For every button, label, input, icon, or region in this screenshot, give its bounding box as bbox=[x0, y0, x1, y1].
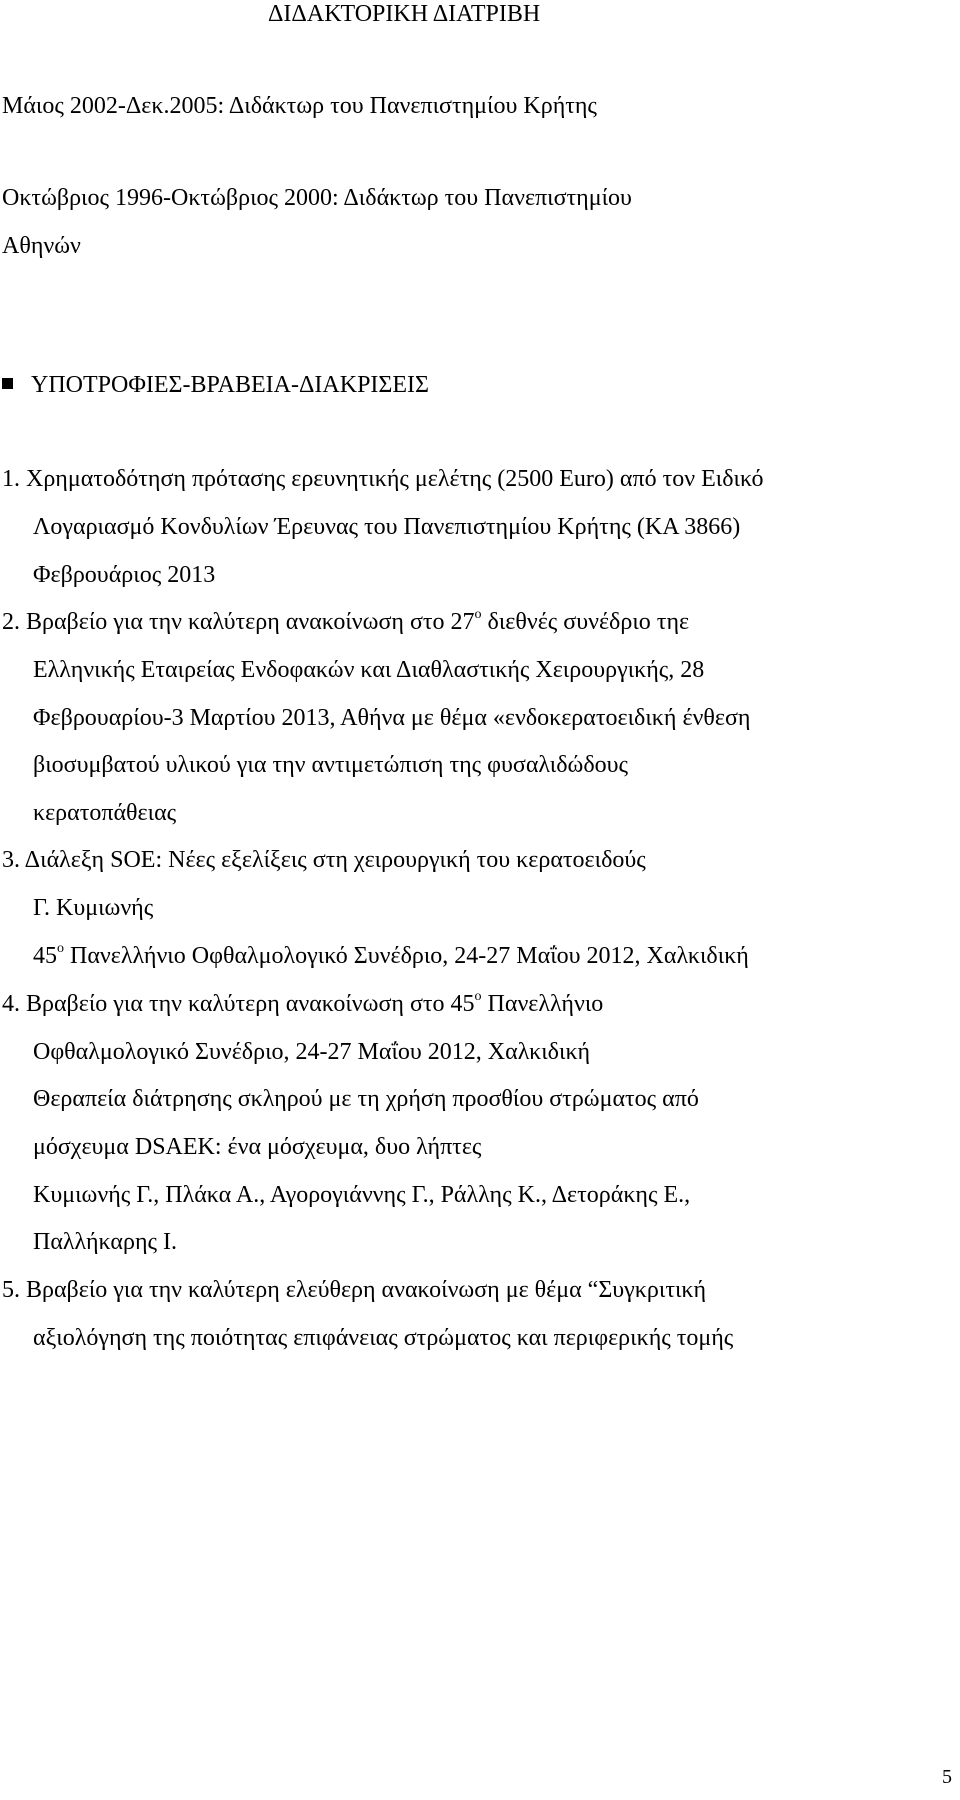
award-5-line-2: αξιολόγηση της ποιότητας επιφάνειας στρώματος και περιφερικής τομής bbox=[33, 1325, 734, 1351]
award-1-line-2: Λογαριασμό Κονδυλίων Έρευνας του Πανεπιστημίου Κρήτης (ΚΑ 3866) bbox=[33, 514, 741, 540]
award-3-line-3 bbox=[33, 942, 749, 974]
award-4-line-1-rest: Πανελλήνιο bbox=[481, 991, 604, 1017]
award-4-line-1 bbox=[2, 990, 603, 1022]
square-bullet-icon bbox=[2, 378, 13, 389]
award-4-line-3: Θεραπεία διάτρησης σκληρού με τη χρήση προσθίου στρώματος από bbox=[33, 1086, 699, 1112]
doctorate-line-1: Μάιος 2002-Δεκ.2005: Διδάκτωρ του Πανεπιστημίου Κρήτης bbox=[2, 93, 597, 119]
ordinal-superscript: ο bbox=[474, 607, 482, 622]
award-2-line-5: κερατοπάθειας bbox=[33, 800, 177, 826]
award-2-line-1-text: 2. Βραβείο για την καλύτερη ανακοίνωση στο 27 bbox=[2, 609, 475, 635]
award-3-line-3-number: 45 bbox=[33, 943, 57, 969]
award-1-line-1: 1. Χρηματοδότηση πρότασης ερευνητικής μελέτης (2500 Euro) από τον Ειδικό bbox=[2, 466, 764, 492]
awards-heading-text: ΥΠΟΤΡΟΦΙΕΣ-ΒΡΑΒΕΙΑ-ΔΙΑΚΡΙΣΕΙΣ bbox=[31, 372, 430, 398]
page-title: ΔΙΔΑΚΤΟΡΙΚΗ ΔΙΑΤΡΙΒΗ bbox=[268, 1, 541, 27]
doctorate-line-2a: Οκτώβριος 1996-Οκτώβριος 2000: Διδάκτωρ του Πανεπιστημίου bbox=[2, 185, 632, 211]
award-2-line-1-rest: διεθνές συνέδριο τηε bbox=[481, 609, 690, 635]
doctorate-line-2b: Αθηνών bbox=[2, 233, 81, 259]
ordinal-superscript: ο bbox=[474, 989, 482, 1004]
award-4-line-2: Οφθαλμολογικό Συνέδριο, 24-27 Μαΐου 2012, Χαλκιδική bbox=[33, 1039, 591, 1065]
award-4-line-1-text: 4. Βραβείο για την καλύτερη ανακοίνωση στο 45 bbox=[2, 991, 475, 1017]
award-2-line-3: Φεβρουαρίου-3 Μαρτίου 2013, Αθήνα με θέμα «ενδοκερατοειδική ένθεση bbox=[33, 705, 751, 731]
award-3-line-2: Γ. Κυμιωνής bbox=[33, 895, 154, 921]
page-number: 5 bbox=[942, 1766, 952, 1788]
award-1-line-3: Φεβρουάριος 2013 bbox=[33, 562, 216, 588]
ordinal-superscript: ο bbox=[57, 941, 64, 956]
award-2-line-2: Ελληνικής Εταιρείας Ενδοφακών και Διαθλαστικής Χειρουργικής, 28 bbox=[33, 657, 705, 683]
award-2-line-1 bbox=[2, 608, 689, 640]
award-3-line-3-rest: Πανελλήνιο Οφθαλμολογικό Συνέδριο, 24-27 Μαΐου 2012, Χαλκιδική bbox=[64, 943, 749, 969]
award-4-line-6: Παλλήκαρης Ι. bbox=[33, 1229, 177, 1255]
award-3-line-1: 3. Διάλεξη SOE: Νέες εξελίξεις στη χειρουργική του κερατοειδούς bbox=[2, 847, 646, 873]
award-2-line-4: βιοσυμβατού υλικού για την αντιμετώπιση της φυσαλιδώδους bbox=[33, 752, 629, 778]
award-4-line-5: Κυμιωνής Γ., Πλάκα Α., Αγορογιάννης Γ., Ράλλης Κ., Δετοράκης Ε., bbox=[33, 1182, 691, 1208]
awards-heading bbox=[2, 371, 429, 399]
award-4-line-4: μόσχευμα DSAEK: ένα μόσχευμα, δυο λήπτες bbox=[33, 1134, 482, 1160]
award-5-line-1: 5. Βραβείο για την καλύτερη ελεύθερη ανακοίνωση με θέμα “Συγκριτική bbox=[2, 1277, 707, 1303]
